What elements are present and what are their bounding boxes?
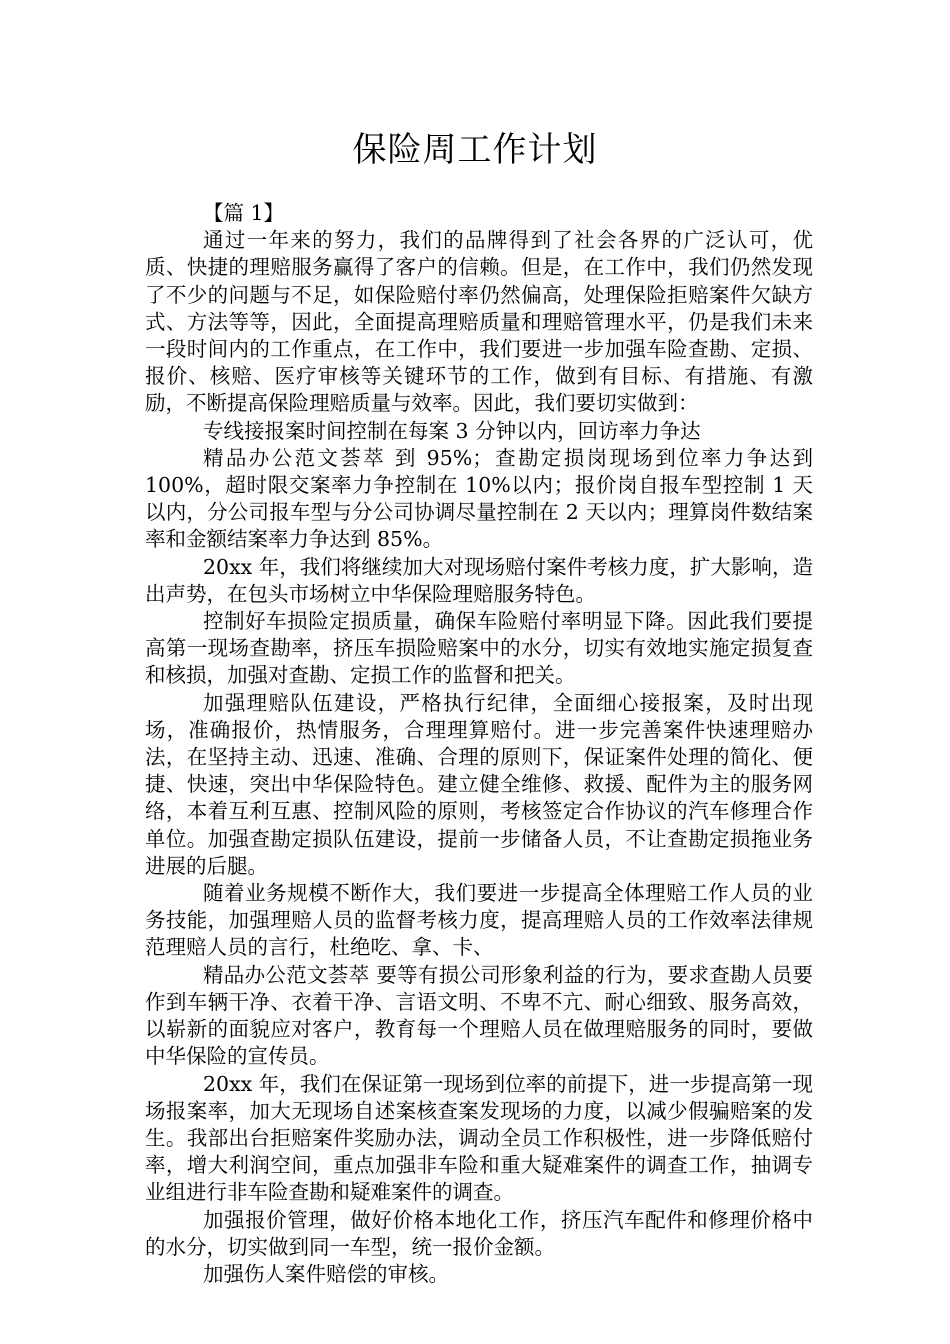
paragraph: 随着业务规模不断作大，我们要进一步提高全体理赔工作人员的业务技能，加强理赔人员的监督考核力度，提高理赔人员的工作效率法律规范理赔人员的言行，杜绝吃、拿、卡、 (145, 881, 813, 960)
paragraph: 精品办公范文荟萃 到 95%；查勘定损岗现场到位率力争达到 100%，超时限交案率力争控制在 10%以内；报价岗自报车型控制 1 天以内，分公司报车型与分公司协调尽量控制在 2 天以内；理算岗件数结案率和金额结案率力争达到 85%。 (145, 445, 813, 552)
paragraph: 专线接报案时间控制在每案 3 分钟以内，回访率力争达 (203, 418, 701, 443)
paragraph: 精品办公范文荟萃 要等有损公司形象利益的行为，要求查勘人员要作到车辆干净、衣着干净、言语文明、不卑不亢、耐心细致、服务高效，以崭新的面貌应对客户，教育每一个理赔人员在做理赔服务的同时，要做中华保险的宣传员。 (145, 962, 813, 1069)
document-body (145, 200, 813, 1288)
paragraph: 加强报价管理，做好价格本地化工作，挤压汽车配件和修理价格中的水分，切实做到同一车型，统一报价金额。 (145, 1207, 813, 1259)
paragraph: 加强伤人案件赔偿的审核。 (203, 1261, 449, 1286)
paragraph: 加强理赔队伍建设，严格执行纪律，全面细心接报案，及时出现场，准确报价，热情服务，合理理算赔付。进一步完善案件快速理赔办法，在坚持主动、迅速、准确、合理的原则下，保证案件处理的简化、便捷、快速，突出中华保险特色。建立健全维修、救援、配件为主的服务网络，本着互利互惠、控制风险的原则，考核签定合作协议的汽车修理合作单位。加强查勘定损队伍建设，提前一步储备人员，不让查勘定损拖业务进展的后腿。 (145, 690, 813, 878)
paragraph: 20xx 年，我们将继续加大对现场赔付案件考核力度，扩大影响，造出声势，在包头市场树立中华保险理赔服务特色。 (145, 554, 813, 606)
paragraph: 通过一年来的努力，我们的品牌得到了社会各界的广泛认可，优质、快捷的理赔服务赢得了客户的信赖。但是，在工作中，我们仍然发现了不少的问题与不足，如保险赔付率仍然偏高，处理保险拒赔案件欠缺方式、方法等等，因此，全面提高理赔质量和理赔管理水平，仍是我们未来一段时间内的工作重点，在工作中，我们要进一步加强车险查勘、定损、报价、核赔、医疗审核等关键环节的工作，做到有目标、有措施、有激励，不断提高保险理赔质量与效率。因此，我们要切实做到： (145, 228, 813, 416)
document-title: 保险周工作计划 (352, 130, 598, 170)
section-label: 【篇 1】 (203, 201, 285, 225)
paragraph: 20xx 年，我们在保证第一现场到位率的前提下，进一步提高第一现场报案率，加大无现场自述案核查案发现场的力度，以减少假骗赔案的发生。我部出台拒赔案件奖励办法，调动全员工作积极性，进一步降低赔付率，增大利润空间，重点加强非车险和重大疑难案件的调查工作，抽调专业组进行非车险查勘和疑难案件的调查。 (145, 1071, 813, 1205)
paragraph: 控制好车损险定损质量，确保车险赔付率明显下降。因此我们要提高第一现场查勘率，挤压车损险赔案中的水分，切实有效地实施定损复查和核损，加强对查勘、定损工作的监督和把关。 (145, 609, 813, 688)
